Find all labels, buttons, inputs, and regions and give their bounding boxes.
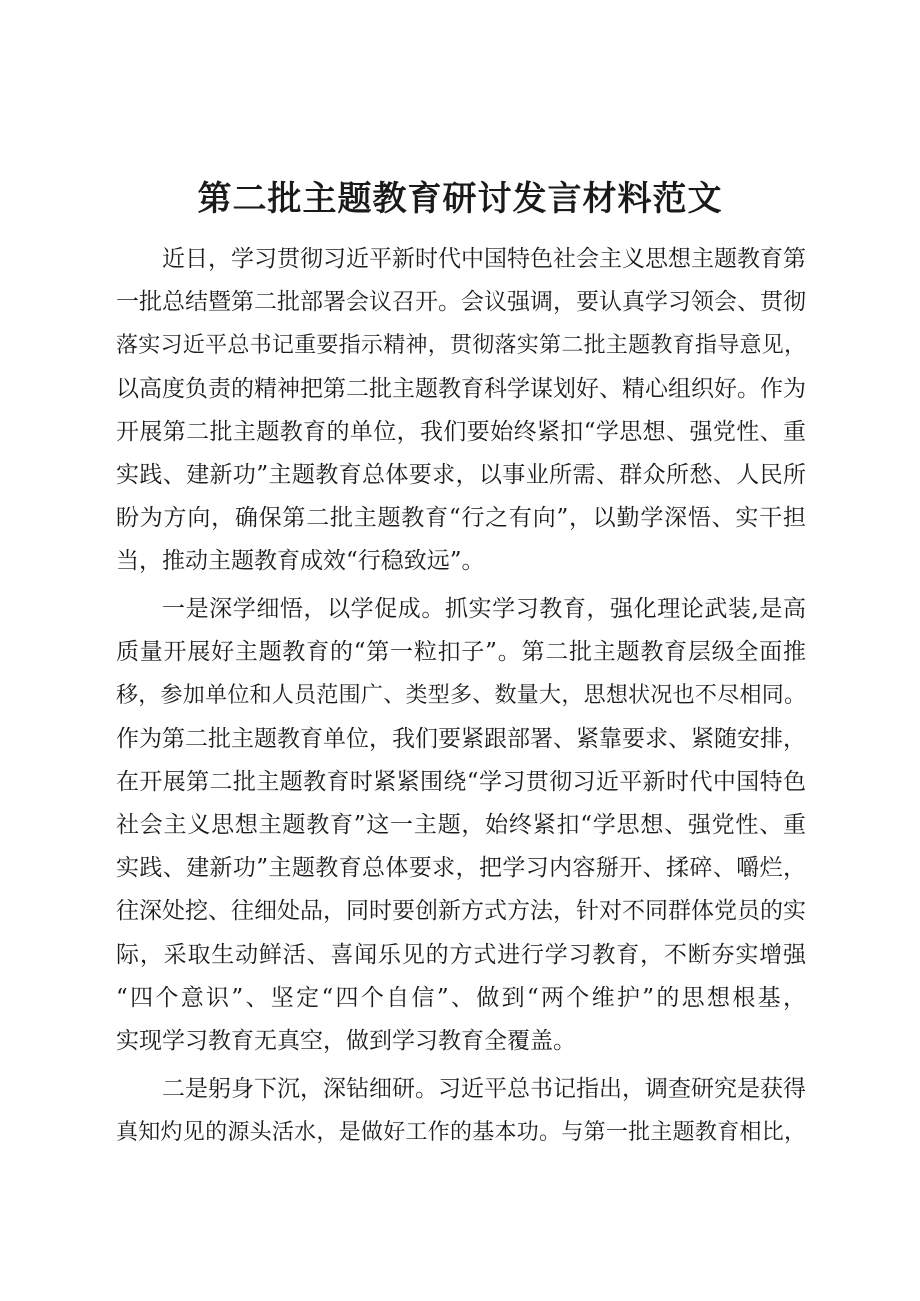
paragraph-line: “四个意识”、坚定“四个自信”、做到“两个维护”的思想根基， [116,984,806,1011]
paragraph-line: 质量开展好主题教育的“第一粒扣子”。第二批主题教育层级全面推 [116,639,806,666]
paragraph-line: 实现学习教育无真空，做到学习教育全覆盖。 [116,1027,576,1054]
paragraph-line: 移，参加单位和人员范围广、类型多、数量大，思想状况也不尽相同。 [116,683,806,709]
paragraph-line: 一是深学细悟，以学促成。抓实学习教育，强化理论武装,是高 [162,596,806,622]
paragraph-line: 社会主义思想主题教育”这一主题，始终紧扣“学思想、强党性、重 [116,811,806,838]
paragraph-line: 作为第二批主题教育单位，我们要紧跟部署、紧靠要求、紧随安排， [116,725,806,752]
paragraph-line: 近日，学习贯彻习近平新时代中国特色社会主义思想主题教育第 [162,246,806,272]
paragraph-line: 真知灼见的源头活水，是做好工作的基本功。与第一批主题教育相比， [116,1120,806,1146]
paragraph-line: 实践、建新功”主题教育总体要求，以事业所需、群众所愁、人民所 [116,461,806,488]
paragraph-line: 落实习近平总书记重要指示精神，贯彻落实第二批主题教育指导意见， [116,333,806,359]
paragraph-line: 际，采取生动鲜活、喜闻乐见的方式进行学习教育，不断夯实增强 [116,941,806,968]
paragraph-line: 盼为方向，确保第二批主题教育“行之有向”，以勤学深悟、实干担 [116,505,806,532]
paragraph-line: 实践、建新功”主题教育总体要求，把学习内容掰开、揉碎、嚼烂， [116,855,806,882]
paragraph-line: 开展第二批主题教育的单位，我们要始终紧扣“学思想、强党性、重 [116,418,806,445]
paragraph-intro [116,238,806,584]
paragraph-point-one [116,588,806,1063]
paragraph-line: 一批总结暨第二批部署会议召开。会议强调，要认真学习领会、贯彻 [116,289,806,316]
paragraph-line: 当，推动主题教育成效“行稳致远”。 [116,548,485,575]
paragraph-line: 二是躬身下沉，深钻细研。习近平总书记指出，调查研究是获得 [162,1076,806,1102]
document-title: 第二批主题教育研讨发言材料范文 [197,179,723,219]
paragraph-line: 以高度负责的精神把第二批主题教育科学谋划好、精心组织好。作为 [116,375,806,402]
paragraph-line: 在开展第二批主题教育时紧紧围绕“学习贯彻习近平新时代中国特色 [116,768,806,795]
paragraph-line: 往深处挖、往细处品，同时要创新方式方法，针对不同群体党员的实 [116,898,806,925]
paragraph-point-two [116,1068,806,1154]
